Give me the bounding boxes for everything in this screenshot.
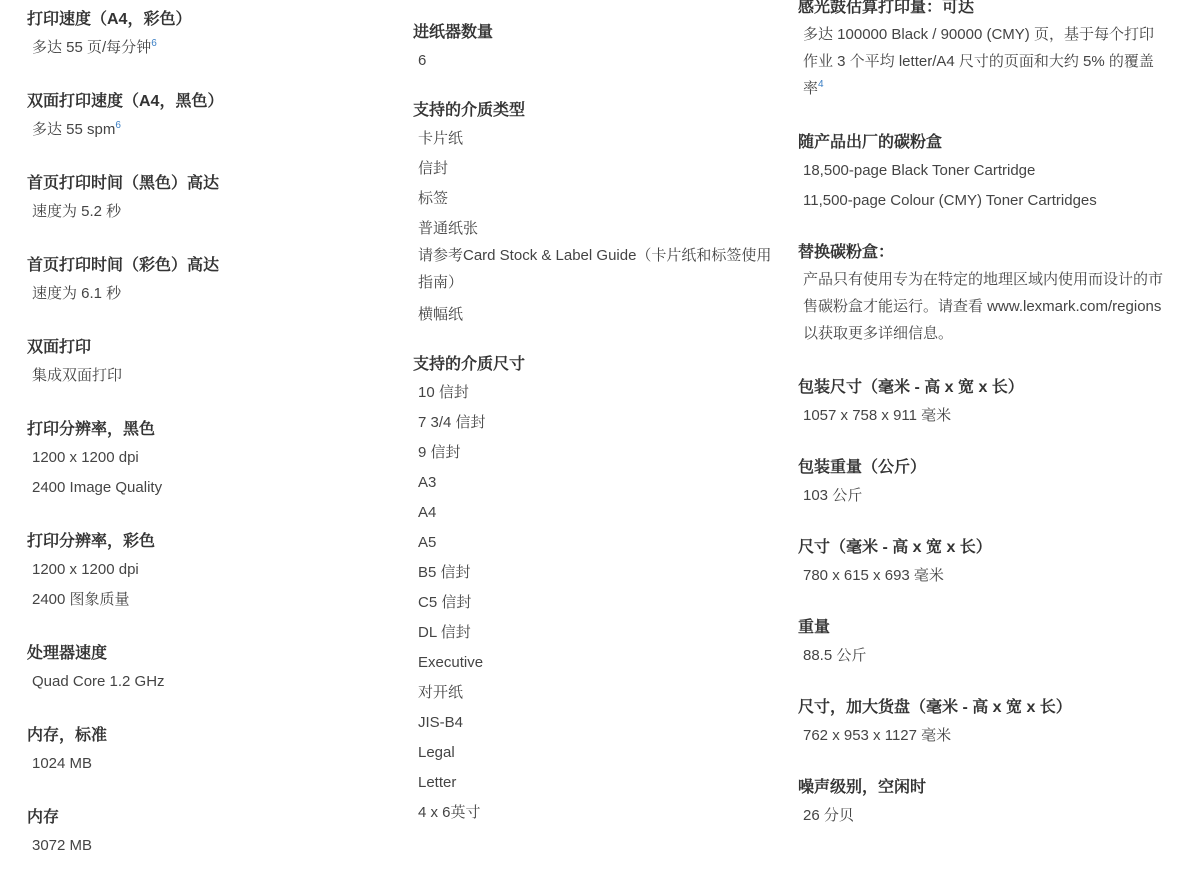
spec-value-text: 103 公斤: [803, 487, 863, 504]
spec-value-text: C5 信封: [418, 594, 472, 611]
spec-value-text: 对开纸: [418, 684, 464, 701]
spec-value: [803, 405, 1168, 427]
spec-value-text: 7 3/4 信封: [418, 414, 486, 431]
spec-section: [798, 132, 1168, 212]
spec-section: [798, 242, 1168, 347]
spec-section: [27, 643, 387, 693]
spec-value-text: 请参考Card Stock & Label Guide（卡片纸和标签使用指南）: [418, 247, 772, 291]
spec-value-text: 10 信封: [418, 384, 469, 401]
spec-value-text: 2400 Image Quality: [32, 479, 163, 496]
spec-section: [27, 91, 387, 141]
spec-value-text: 速度为 6.1 秒: [32, 285, 122, 302]
spec-value: [32, 671, 387, 693]
spec-values: [27, 753, 387, 775]
spec-section: [798, 697, 1168, 747]
spec-value-text: 2400 图象质量: [32, 591, 130, 608]
spec-value-text: 18,500-page Black Toner Cartridge: [803, 162, 1036, 179]
spec-value: [803, 565, 1168, 587]
spec-values: [798, 21, 1168, 102]
spec-values: [27, 835, 387, 857]
spec-value-text: 11,500-page Colour (CMY) Toner Cartridges: [803, 192, 1097, 209]
spec-value-text: B5 信封: [418, 564, 471, 581]
spec-label: 感光鼓估算打印量：可达: [798, 0, 975, 16]
spec-section: [798, 377, 1168, 427]
footnote-link[interactable]: 6: [151, 38, 157, 49]
spec-value: [418, 242, 783, 296]
spec-value: [418, 592, 783, 614]
spec-values: [27, 671, 387, 693]
spec-column-3: [798, 0, 1168, 827]
spec-values: [27, 119, 387, 141]
spec-section: [27, 725, 387, 775]
spec-value-text: 信封: [418, 160, 449, 177]
spec-label: 首页打印时间（黑色）高达: [27, 175, 220, 192]
spec-label: 噪声级别，空闲时: [798, 779, 927, 796]
spec-label: 进纸器数量: [413, 24, 494, 41]
spec-label: 包装重量（公斤）: [798, 459, 927, 476]
spec-value: [32, 835, 387, 857]
spec-values: [798, 405, 1168, 427]
spec-value: [418, 742, 783, 764]
spec-values: [413, 50, 783, 72]
spec-label: 内存，标准: [27, 727, 108, 744]
spec-label: 替换碳粉盒：: [798, 244, 895, 261]
spec-section: [798, 537, 1168, 587]
spec-value-text: 762 x 953 x 1127 毫米: [803, 727, 952, 744]
spec-label: 随产品出厂的碳粉盒: [798, 134, 943, 151]
spec-value: [803, 266, 1168, 347]
spec-value: [418, 218, 783, 240]
footnote-link[interactable]: 4: [818, 79, 824, 90]
spec-value-text: A3: [418, 474, 437, 491]
spec-label: 打印分辨率，黑色: [27, 421, 156, 438]
spec-value: [803, 485, 1168, 507]
spec-value-text: 1024 MB: [32, 755, 93, 772]
spec-value-text: 速度为 5.2 秒: [32, 203, 122, 220]
spec-section: [413, 22, 783, 72]
spec-value: [803, 725, 1168, 747]
spec-values: [27, 365, 387, 387]
spec-value: [803, 645, 1168, 667]
spec-value: [418, 412, 783, 434]
spec-value-text: A5: [418, 534, 437, 551]
spec-label: 内存: [27, 809, 60, 826]
spec-section: [798, 457, 1168, 507]
spec-value: [418, 682, 783, 704]
spec-value-text: 4 x 6英寸: [418, 804, 481, 821]
spec-section: [27, 337, 387, 387]
spec-value: [32, 559, 387, 581]
spec-value-text: Legal: [418, 744, 455, 761]
spec-value-text: DL 信封: [418, 624, 471, 641]
spec-value: [418, 442, 783, 464]
spec-section: [798, 777, 1168, 827]
spec-value-text: 普通纸张: [418, 220, 479, 237]
spec-label: 支持的介质类型: [413, 102, 526, 119]
spec-value: [418, 802, 783, 824]
spec-section: [413, 354, 783, 824]
spec-label: 尺寸（毫米 - 高 x 宽 x 长）: [798, 539, 992, 556]
spec-value-text: 1057 x 758 x 911 毫米: [803, 407, 952, 424]
spec-value-text: 多达 100000 Black / 90000 (CMY) 页，基于每个打印作业 3 个平均 letter/A4 尺寸的页面和大约 5% 的覆盖率: [803, 26, 1154, 97]
spec-value-text: 产品只有使用专为在特定的地理区域内使用而设计的市售碳粉盒才能运行。请查看 www.lexmark.com/regions 以获取更多详细信息。: [803, 271, 1164, 342]
spec-values: [798, 725, 1168, 747]
spec-value: [803, 190, 1168, 212]
footnote-link[interactable]: 6: [115, 120, 121, 131]
spec-values: [27, 559, 387, 611]
spec-value: [803, 805, 1168, 827]
spec-value: [418, 772, 783, 794]
spec-label: 打印分辨率，彩色: [27, 533, 156, 550]
spec-value-text: 多达 55 spm: [32, 121, 116, 138]
spec-value-text: 88.5 公斤: [803, 647, 867, 664]
spec-section: [798, 617, 1168, 667]
spec-label: 双面打印: [27, 339, 92, 356]
spec-value: [418, 304, 783, 326]
spec-label: 支持的介质尺寸: [413, 356, 526, 373]
spec-section: [798, 0, 1168, 102]
spec-value-text: 3072 MB: [32, 837, 93, 854]
spec-values: [413, 382, 783, 824]
spec-label: 双面打印速度（A4，黑色）: [27, 93, 224, 110]
spec-value-text: Quad Core 1.2 GHz: [32, 673, 165, 690]
spec-label: 首页打印时间（彩色）高达: [27, 257, 220, 274]
spec-value-text: 780 x 615 x 693 毫米: [803, 567, 944, 584]
spec-value: [803, 21, 1168, 102]
spec-value-text: A4: [418, 504, 437, 521]
spec-value: [418, 158, 783, 180]
spec-values: [798, 485, 1168, 507]
spec-label: 重量: [798, 619, 831, 636]
spec-value-text: 多达 55 页/每分钟: [32, 39, 152, 56]
spec-value-text: 9 信封: [418, 444, 461, 461]
spec-values: [798, 645, 1168, 667]
spec-value: [32, 477, 387, 499]
spec-value: [32, 753, 387, 775]
spec-value: [32, 201, 387, 223]
spec-value-text: 集成双面打印: [32, 367, 123, 384]
spec-value: [418, 532, 783, 554]
spec-values: [27, 201, 387, 223]
spec-label: 尺寸，加大货盘（毫米 - 高 x 宽 x 长）: [798, 699, 1072, 716]
spec-section: [27, 419, 387, 499]
spec-value-text: JIS-B4: [418, 714, 464, 731]
spec-section: [27, 255, 387, 305]
spec-value-text: 6: [418, 52, 427, 69]
spec-section: [27, 807, 387, 857]
spec-value: [418, 652, 783, 674]
spec-value: [32, 119, 387, 141]
spec-value-text: 1200 x 1200 dpi: [32, 449, 139, 466]
spec-values: [798, 565, 1168, 587]
spec-value-text: 标签: [418, 190, 449, 207]
spec-label: 处理器速度: [27, 645, 108, 662]
spec-value: [418, 562, 783, 584]
spec-value: [418, 188, 783, 210]
spec-value-text: 卡片纸: [418, 130, 464, 147]
spec-value-text: 横幅纸: [418, 306, 464, 323]
spec-column-2: [413, 22, 783, 824]
spec-value-text: Letter: [418, 774, 457, 791]
spec-values: [798, 266, 1168, 347]
spec-value-text: 26 分贝: [803, 807, 854, 824]
spec-section: [27, 173, 387, 223]
spec-value: [418, 622, 783, 644]
spec-value: [418, 712, 783, 734]
spec-values: [27, 37, 387, 59]
spec-value: [32, 37, 387, 59]
spec-label: 包装尺寸（毫米 - 高 x 宽 x 长）: [798, 379, 1024, 396]
spec-values: [27, 447, 387, 499]
spec-section: [27, 9, 387, 59]
spec-column-1: [27, 9, 387, 857]
spec-value: [32, 365, 387, 387]
spec-values: [798, 805, 1168, 827]
spec-value: [32, 283, 387, 305]
spec-section: [413, 100, 783, 326]
spec-value-text: Executive: [418, 654, 484, 671]
spec-value: [32, 447, 387, 469]
spec-values: [27, 283, 387, 305]
spec-value: [418, 382, 783, 404]
spec-label: 打印速度（A4，彩色）: [27, 11, 192, 28]
spec-values: [413, 128, 783, 326]
spec-value: [418, 128, 783, 150]
spec-value-text: 1200 x 1200 dpi: [32, 561, 139, 578]
spec-value: [418, 472, 783, 494]
spec-value: [418, 502, 783, 524]
spec-value: [32, 589, 387, 611]
spec-value: [418, 50, 783, 72]
spec-value: [803, 160, 1168, 182]
spec-section: [27, 531, 387, 611]
spec-values: [798, 160, 1168, 212]
